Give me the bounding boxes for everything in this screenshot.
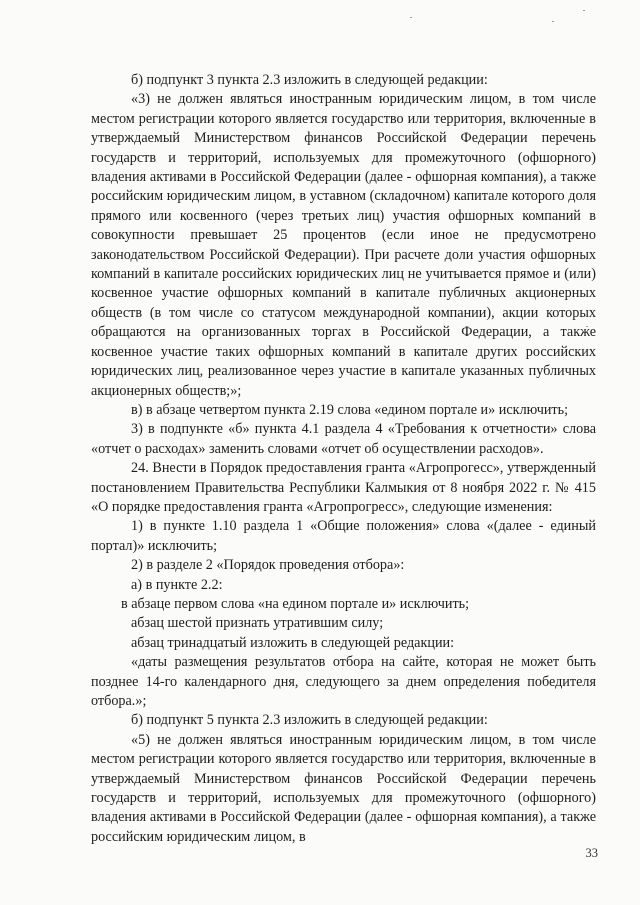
paragraph: «даты размещения результатов отбора на сайте, которая не может быть позднее 14-го календарного дня, следующего за днем определения победителя отбора.»; [91, 654, 596, 709]
paragraph: 1) в пункте 1.10 раздела 1 «Общие положения» слова «(далее - единый портал)» исключить; [91, 518, 596, 554]
scan-speck [410, 17, 412, 18]
scan-speck [552, 21, 554, 22]
paragraph: 3) в подпункте «б» пункта 4.1 раздела 4 «Требования к отчетности» слова «отчет о расходах» заменить словами «отчет об осуществлении расходов». [91, 421, 596, 457]
scan-speck [583, 10, 585, 11]
paragraph: в абзаце первом слова «на едином портале и» исключить; [121, 595, 470, 612]
paragraph: б) подпункт 3 пункта 2.3 изложить в следующей редакции: [131, 72, 488, 88]
paragraph: «5) не должен являться иностранным юридическим лицом, в том числе местом регистрации которого является государство или территория, включенные в утверждаемый Министерством финансов Российской Федерации перечень государств и территорий, используемых для промежуточного (офшорного) владения активами в Российской Федерации (далее - офшорная компания), а также российским юридическим лицом, в [91, 731, 596, 845]
paragraph: «3) не должен являться иностранным юридическим лицом, в том числе местом регистрации которого является государство или территория, включенные в утверждаемый Министерством финансов Российской Федерации перечень государств и территорий, используемых для промежуточного (офшорного) владения активами в Российской Федерации (далее - офшорная компания), а также российским юридическим лицом, в уставном (складочном) капитале которого доля прямого или косвенного (через третьих лиц) участия офшорных компаний в совокупности превышает 25 процентов (если иное не предусмотрено законодательством Российской Федерации). При расчете доли участия офшорных компаний в капитале российских юридических лиц не учитывается прямое и (или) косвенное участие офшорных компаний в капитале публичных акционерных обществ (в том числе со статусом международной компании), акции которых обращаются на организованных торгах в Российской Федерации, а также косвенное участие таких офшорных компаний в капитале других российских юридических лиц, реализованное через участие в капитале указанных публичных акционерных обществ;»; [91, 91, 596, 399]
paragraph: 2) в разделе 2 «Порядок проведения отбора»: [131, 557, 405, 574]
page-number: 33 [585, 846, 598, 860]
paragraph: в) в абзаце четвертом пункта 2.19 слова «едином портале и» исключить; [131, 401, 569, 418]
paragraph: а) в пункте 2.2: [131, 576, 223, 593]
paragraph: абзац шестой признать утратившим силу; [131, 615, 384, 632]
paragraph: абзац тринадцатый изложить в следующей редакции: [131, 634, 455, 651]
paragraph: 24. Внести в Порядок предоставления гранта «Агропрогесс», утвержденный постановлением Правительства Республики Калмыкия от 8 ноября 2022 г. № 415 «О порядке предоставления гранта «Агропрогресс», следующие изменения: [91, 460, 596, 515]
document-body [91, 71, 596, 847]
paragraph: б) подпункт 5 пункта 2.3 изложить в следующей редакции: [131, 712, 488, 729]
